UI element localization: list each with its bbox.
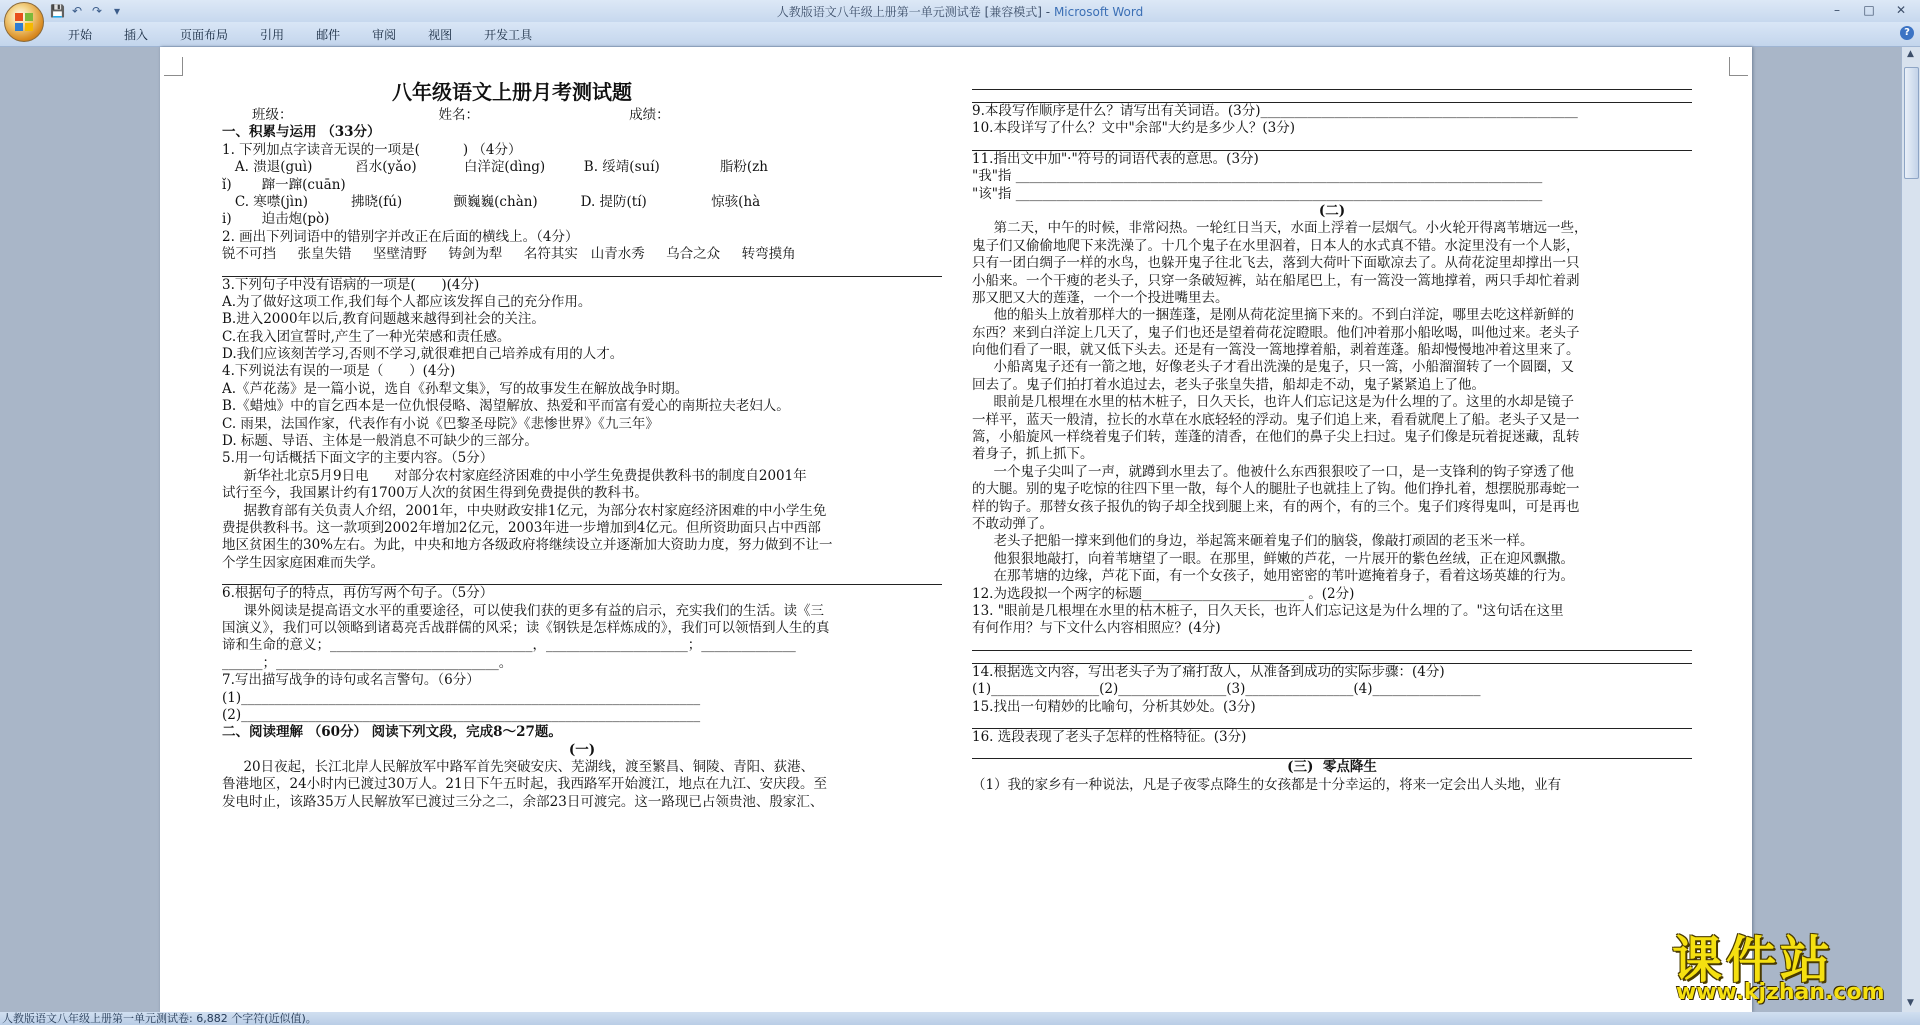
text-line: 样的钩子。那替女孩子报仇的钩子却全找到腿上来，有的两个，有的三个。鬼子们疼得鬼叫，可是再也 bbox=[972, 498, 1580, 515]
window-controls bbox=[1822, 2, 1916, 18]
help-icon[interactable]: ? bbox=[1900, 26, 1914, 40]
text-line: 地区贫困生的30%左右。为此，中央和地方各级政府将继续设立并逐渐加大资助力度，努力做到不让一 bbox=[222, 537, 833, 554]
text-line: 只有一团白绸子一样的水鸟，也躲开鬼子往北飞去，落到大荷叶下面歇凉去了。从荷花淀里却撑出一只 bbox=[972, 255, 1580, 272]
close-button[interactable]: ✕ bbox=[1895, 3, 1907, 17]
text-line: "该"指 ______________________________________________________________________________ bbox=[972, 185, 1543, 202]
text-line: 4.下列说法有误的一项是（ ）(4分) bbox=[222, 363, 456, 380]
text-line: 东西？来到白洋淀上几天了，鬼子们也还是望着荷花淀瞪眼。他们冲着那小船吆喝，叫他过来。老头子 bbox=[972, 324, 1580, 341]
app-name: Microsoft Word bbox=[1053, 5, 1144, 19]
text-line bbox=[972, 746, 1692, 759]
text-line: (二) bbox=[1318, 202, 1346, 219]
office-logo-icon bbox=[14, 12, 34, 32]
text-line: 鬼子们又偷偷地爬下来洗澡了。十几个鬼子在水里泅着，日本人的水式真不错。水淀里没有一个人影， bbox=[972, 237, 1580, 254]
watermark-brand: 课件站 bbox=[1672, 931, 1834, 989]
text-line bbox=[972, 716, 1692, 729]
text-line: 小船来。一个干瘦的老头子，只穿一条破短裤，站在船尾巴上，有一篙没一篙地撑着，两只手却忙着剥 bbox=[972, 272, 1580, 289]
text-line: 的大腿。别的鬼子吃惊的往四下里一散，每个人的腿肚子也就挂上了钩。他们挣扎着，想摆脱那毒蛇一 bbox=[972, 481, 1580, 498]
text-line: 第二天，中午的时候，非常闷热。一轮红日当天，水面上浮着一层烟气。小火轮开得离苇塘远一些， bbox=[972, 220, 1588, 237]
text-line: 14.根据选文内容，写出老头子为了痛打敌人，从准备到成功的实际步骤：(4分) bbox=[972, 663, 1445, 680]
text-line: C.在我入团宣誓时,产生了一种光荣感和责任感。 bbox=[222, 328, 511, 345]
text-line: 课外阅读是提高语文水平的重要途径，可以使我们获的更多有益的启示，充实我们的生活。读《三 bbox=[222, 602, 824, 619]
minimize-button[interactable]: – bbox=[1834, 3, 1840, 17]
text-line: 向他们看了一眼，就又低下头去。还是有一篙没一篙地撑着船，剥着莲蓬。船却慢慢地冲着这里来了。 bbox=[972, 342, 1580, 359]
status-bar: 人教版语文八年级上册第一单元测试卷: 6,882 个字符(近似值)。 bbox=[0, 1012, 1920, 1025]
text-line: 一个鬼子尖叫了一声，就蹲到水里去了。他被什么东西狠狠咬了一口，是一支锋利的钩子穿透了他 bbox=[972, 463, 1574, 480]
text-line: 6.根据句子的特点，再仿写两个句子。（5分） bbox=[222, 585, 494, 602]
text-line: 12.为选段拟一个两字的标题________________________ 。(2分) bbox=[972, 585, 1355, 602]
text-line: D.我们应该刻苦学习,否则不学习,就很难把自己培养成有用的人才。 bbox=[222, 346, 624, 363]
text-line: (三) 零点降生 bbox=[1287, 759, 1377, 776]
save-icon[interactable]: 💾 bbox=[50, 4, 65, 18]
ribbon bbox=[0, 22, 1920, 47]
customize-icon[interactable]: ▾ bbox=[113, 4, 121, 18]
document-page[interactable] bbox=[160, 47, 1752, 1012]
text-line: 篙，小船旋风一样绕着鬼子们转，莲蓬的清香，在他们的鼻子尖上扫过。鬼子们像是玩着捉迷藏，乱转 bbox=[972, 429, 1580, 446]
text-line: 二、阅读理解 （60分） 阅读下列文段，完成8～27题。 bbox=[222, 724, 562, 741]
text-line: 回去了。鬼子们拍打着水追过去，老头子张皇失措，船却走不动，鬼子紧紧追上了他。 bbox=[972, 376, 1485, 393]
text-line: 一样平，蓝天一般清，拉长的水草在水底轻轻的浮动。鬼子们追上来，看看就爬上了船。老头子又是一 bbox=[972, 411, 1580, 428]
text-line: 谛和生命的意义；______________________________，_____________________；______________ bbox=[222, 637, 796, 654]
maximize-button[interactable]: □ bbox=[1863, 3, 1875, 17]
text-line: 1. 下列加点字读音无误的一项是( ) （4分） bbox=[222, 141, 522, 158]
text-line bbox=[972, 651, 1692, 664]
text-line: 3.下列句子中没有语病的一项是( )(4分) bbox=[222, 276, 480, 293]
tab-home[interactable]: 开始 bbox=[68, 28, 93, 42]
document-name: 人教版语文八年级上册第一单元测试卷 [兼容模式] bbox=[776, 5, 1042, 19]
text-line: ______；_________________________________。 bbox=[222, 654, 513, 671]
tab-insert[interactable]: 插入 bbox=[124, 28, 149, 42]
scroll-thumb[interactable] bbox=[1904, 67, 1919, 179]
text-line: ǐ) 蹿一蹿(cuān) bbox=[222, 176, 346, 193]
text-line: C. 寒噤(jìn) 拂晓(fú) 颤巍巍(chàn) D. 提防(tí) 惊骇(hà bbox=[222, 193, 761, 210]
text-line: C. 雨果，法国作家，代表作有小说《巴黎圣母院》《悲惨世界》《九三年》 bbox=[222, 415, 659, 432]
tab-developer[interactable]: 开发工具 bbox=[484, 28, 533, 42]
text-line: 据教育部有关负责人介绍，2001年，中央财政安排1亿元，为部分农村家庭经济困难的中小学生免 bbox=[222, 502, 827, 519]
text-line: 13. "眼前是几根埋在水里的枯木桩子，日久天长，也许人们忘记这是为什么埋的了。"这句话在这里 bbox=[972, 602, 1564, 619]
text-line bbox=[222, 572, 942, 585]
text-line: 10.本段详写了什么？文中"余部"大约是多少人？(3分) bbox=[972, 120, 1296, 137]
crop-mark bbox=[164, 57, 183, 76]
text-line: B.《蜡烛》中的盲乞西本是一位仇恨侵略、渴望解放、热爱和平而富有爱心的南斯拉夫老妇人。 bbox=[222, 398, 790, 415]
text-line bbox=[222, 264, 942, 277]
text-line: 发电时止，该路35万人民解放军已渡过三分之二，余部23日可渡完。这一路现已占领贵池、殷家汇、 bbox=[222, 793, 824, 810]
scroll-down-icon[interactable]: ▼ bbox=[1907, 998, 1914, 1008]
text-line: 试行至今，我国累计约有1700万人次的贫困生得到免费提供的教科书。 bbox=[222, 485, 648, 502]
text-line: 个学生因家庭困难而失学。 bbox=[222, 554, 384, 571]
office-button[interactable] bbox=[4, 2, 44, 42]
text-line: D. 标题、导语、主体是一般消息不可缺少的三部分。 bbox=[222, 433, 538, 450]
text-line: 16. 选段表现了老头子怎样的性格特征。(3分) bbox=[972, 728, 1247, 745]
left-column bbox=[222, 77, 942, 811]
tab-review[interactable]: 审阅 bbox=[372, 28, 397, 42]
watermark bbox=[1668, 920, 1908, 1012]
text-line: (1)________________(2)________________(3)________________(4)________________ bbox=[972, 681, 1481, 698]
tab-references[interactable]: 引用 bbox=[260, 28, 285, 42]
vertical-scrollbar[interactable] bbox=[1901, 47, 1920, 1012]
text-line: 不敢动弹了。 bbox=[972, 515, 1053, 532]
ribbon-tabs bbox=[52, 26, 548, 44]
text-line: 15.找出一句精妙的比喻句，分析其妙处。(3分) bbox=[972, 698, 1256, 715]
text-line: i) 迫击炮(pò) bbox=[222, 211, 330, 228]
text-line bbox=[972, 77, 1692, 90]
right-column-text bbox=[972, 77, 1692, 794]
text-line: 一、积累与运用 （33分） bbox=[222, 124, 381, 141]
text-line: 眼前是几根埋在水里的枯木桩子，日久天长，也许人们忘记这是为什么埋的了。这里的水却是镜子 bbox=[972, 394, 1574, 411]
text-line: 他的船头上放着那样大的一捆莲蓬，是刚从荷花淀里摘下来的。不到白洋淀，哪里去吃这样新鲜的 bbox=[972, 307, 1574, 324]
tab-page-layout[interactable]: 页面布局 bbox=[180, 28, 229, 42]
right-column bbox=[972, 77, 1692, 794]
text-line: 着身子，抓上抓下。 bbox=[972, 446, 1094, 463]
text-line: 2. 画出下列词语中的错别字并改正在后面的横线上。（4分） bbox=[222, 228, 579, 245]
text-line: (一) bbox=[568, 741, 596, 758]
text-line: 11.指出文中加"·"符号的词语代表的意思。(3分) bbox=[972, 150, 1259, 167]
text-line bbox=[972, 90, 1692, 103]
text-line bbox=[972, 638, 1692, 651]
redo-icon[interactable]: ↷ bbox=[91, 4, 103, 18]
text-line: 在那苇塘的边缘，芦花下面，有一个女孩子，她用密密的苇叶遮掩着身子，看着这场英雄的行为。 bbox=[972, 568, 1574, 585]
text-line: （1）我的家乡有一种说法，凡是子夜零点降生的女孩都是十分幸运的，将来一定会出人头地，业有 bbox=[972, 776, 1562, 793]
text-line: 9.本段写作顺序是什么？请写出有关词语。(3分)_______________________________________________ bbox=[972, 103, 1578, 119]
undo-icon[interactable]: ↶ bbox=[71, 4, 83, 18]
text-line: 新华社北京5月9日电 对部分农村家庭经济困难的中小学生免费提供教科书的制度自2001年 bbox=[222, 467, 807, 484]
text-line: (2)____________________________________________________________________ bbox=[222, 706, 701, 723]
title-bar bbox=[0, 0, 1920, 22]
text-line: 班级： 姓名： 成绩： bbox=[222, 107, 670, 123]
text-line bbox=[972, 138, 1692, 151]
scroll-up-icon[interactable]: ▲ bbox=[1907, 49, 1914, 59]
text-line: 5.用一句话概括下面文字的主要内容。（5分） bbox=[222, 450, 494, 467]
text-line: (1)____________________________________________________________________ bbox=[222, 689, 701, 706]
left-column-text bbox=[222, 107, 942, 811]
text-line: 有何作用？与下文什么内容相照应？(4分) bbox=[972, 620, 1221, 637]
crop-mark bbox=[1729, 57, 1748, 76]
tab-view[interactable]: 视图 bbox=[428, 28, 453, 42]
text-line: 7.写出描写战争的诗句或名言警句。（6分） bbox=[222, 672, 480, 689]
text-line: 老头子把船一撑来到他们的身边，举起篙来砸着鬼子们的脑袋，像敲打顽固的老玉米一样。 bbox=[972, 533, 1534, 550]
text-line: B.进入2000年以后,教育问题越来越得到社会的关注。 bbox=[222, 311, 545, 328]
text-line: 小船离鬼子还有一箭之地，好像老头子才看出洗澡的是鬼子，只一篙，小船溜溜转了一个圆圈，又 bbox=[972, 359, 1574, 376]
text-line: A.《芦花荡》是一篇小说，选自《孙犁文集》，写的故事发生在解放战争时期。 bbox=[222, 380, 689, 397]
tab-mailings[interactable]: 邮件 bbox=[316, 28, 341, 42]
text-line: 锐不可挡 张皇失错 坚壁清野 铸剑为犁 名符其实 山青水秀 乌合之众 转弯摸角 bbox=[222, 246, 796, 263]
text-line: A.为了做好这项工作,我们每个人都应该发挥自己的充分作用。 bbox=[222, 293, 592, 310]
text-line: "我"指 ______________________________________________________________________________ bbox=[972, 168, 1543, 185]
document-title: 八年级语文上册月考测试题 bbox=[392, 80, 632, 104]
text-line: 20日夜起，长江北岸人民解放军中路军首先突破安庆、芜湖线，渡至繁昌、铜陵、青阳、荻港、 bbox=[222, 759, 815, 776]
text-line: 那又肥又大的莲蓬，一个一个投进嘴里去。 bbox=[972, 289, 1229, 306]
watermark-url: www.kjzhan.com bbox=[1676, 980, 1885, 1005]
text-line: 他狠狠地敲打，向着苇塘望了一眼。在那里，鲜嫩的芦花，一片展开的紫色丝绒，正在迎风飘撒。 bbox=[972, 550, 1574, 567]
window-title: 人教版语文八年级上册第一单元测试卷 [兼容模式] - Microsoft Word bbox=[776, 5, 1144, 19]
text-line: 国演义》，我们可以领略到诸葛亮舌战群儒的风采；读《钢铁是怎样炼成的》，我们可以领悟到人生的真 bbox=[222, 619, 830, 636]
text-line: A. 溃退(guì) 舀水(yǎo) 白洋淀(dìng) B. 绥靖(suí) 脂粉(zh bbox=[222, 159, 768, 176]
text-line: 鲁港地区，24小时内已渡过30万人。21日下午五时起，我西路军开始渡江，地点在九江、安庆段。至 bbox=[222, 776, 828, 793]
text-line: 费提供教科书。这一款项到2002年增加2亿元，2003年进一步增加到4亿元。但所资助面只占中西部 bbox=[222, 519, 821, 536]
